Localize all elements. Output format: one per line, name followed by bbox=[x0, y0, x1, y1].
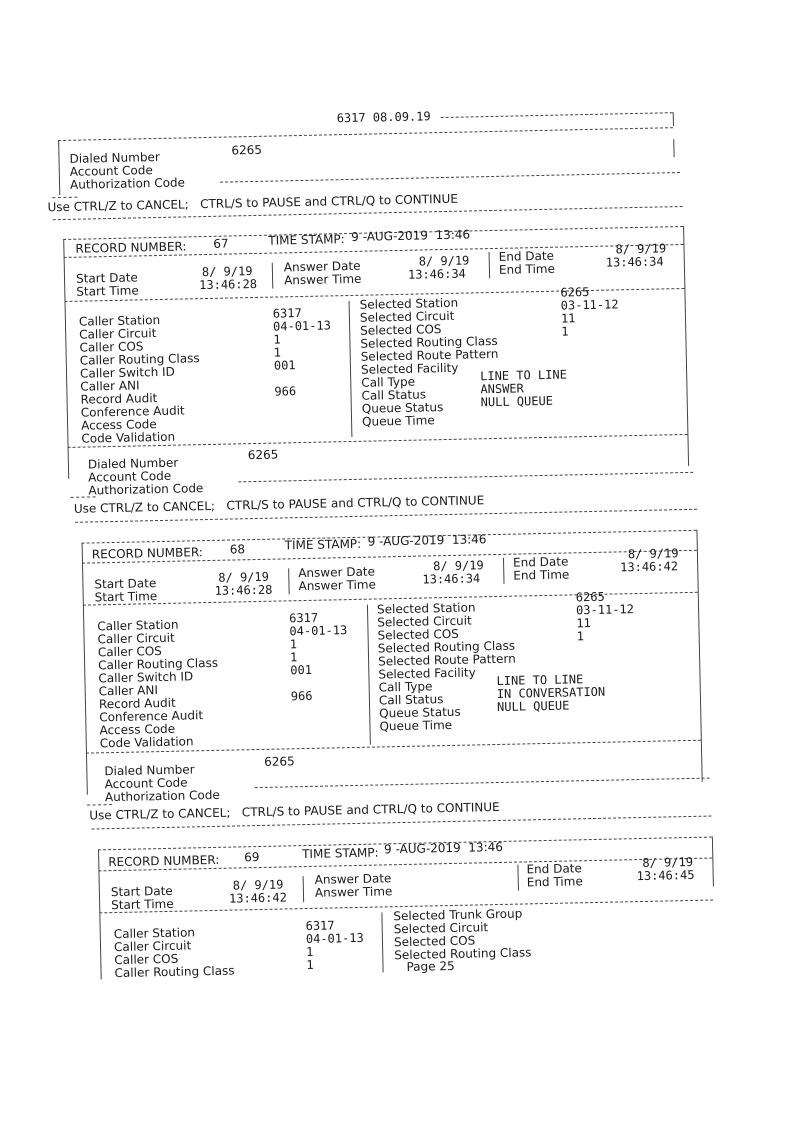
start-date-value: 8/ 9/19 bbox=[201, 264, 253, 280]
divider bbox=[63, 239, 69, 479]
start-time-value: 13:46:28 bbox=[199, 276, 258, 293]
selected-circuit-value: 03-11-12 bbox=[575, 602, 635, 618]
start-date-label: Start Date bbox=[94, 576, 157, 592]
call-values bbox=[496, 673, 605, 714]
selected-station-label: Selected Station bbox=[376, 600, 476, 617]
divider bbox=[712, 837, 714, 887]
ctrl-instructions: Use CTRL/Z to CANCEL; CTRL/S to PAUSE and CTRL/Q to CONTINUE bbox=[89, 799, 500, 823]
selected-station-value: 6265 bbox=[575, 589, 605, 605]
answer-date-label: Answer Date bbox=[314, 871, 392, 887]
end-time-value: 13:46:34 bbox=[605, 254, 664, 270]
end-time-label: End Time bbox=[498, 261, 556, 277]
start-date-value: 8/ 9/19 bbox=[232, 877, 284, 893]
divider bbox=[673, 139, 674, 157]
call-values bbox=[480, 368, 568, 409]
divider bbox=[673, 112, 674, 126]
caller-routing-class-value: 1 bbox=[273, 345, 282, 360]
start-time-label: Start Time bbox=[111, 896, 174, 913]
caller-routing-class-label: Caller Routing Class bbox=[79, 351, 200, 368]
caller-circuit-value: 04-01-13 bbox=[289, 623, 348, 639]
dialed-number-value: 6265 bbox=[231, 142, 263, 158]
selected-cos-value: 11 bbox=[560, 311, 576, 326]
account-code-label: Account Code bbox=[88, 468, 172, 485]
dialed-number-label: Dialed Number bbox=[87, 455, 179, 472]
divider bbox=[503, 558, 505, 584]
queue-status-value: NULL QUEUE bbox=[496, 698, 570, 714]
selected-values bbox=[560, 285, 619, 338]
caller-switch-id-label: Caller Switch ID bbox=[79, 364, 175, 381]
divider bbox=[272, 263, 274, 289]
selected-cos-label: Selected COS bbox=[360, 322, 442, 338]
caller-station-value: 6317 bbox=[272, 306, 302, 321]
selected-route-pattern-label: Selected Route Pattern bbox=[377, 651, 516, 669]
conference-audit-label: Conference Audit bbox=[80, 403, 185, 420]
call-type-value: LINE TO LINE bbox=[496, 672, 584, 689]
page-footer: Page 25 bbox=[406, 958, 455, 974]
end-date-value: 8/ 9/19 bbox=[627, 546, 679, 562]
caller-switch-id-value: 001 bbox=[290, 662, 313, 678]
time-stamp-value: 9 -AUG-2019 13:46 bbox=[383, 839, 504, 857]
caller-circuit-value: 04-01-13 bbox=[272, 318, 332, 334]
dialed-number-label: Dialed Number bbox=[69, 149, 160, 166]
selected-circuit-label: Selected Circuit bbox=[393, 920, 489, 937]
answer-date-label: Answer Date bbox=[283, 258, 361, 275]
caller-switch-id-value: 001 bbox=[273, 358, 296, 373]
divider bbox=[349, 301, 353, 437]
record-number-label: RECORD NUMBER: bbox=[75, 239, 187, 256]
divider bbox=[683, 226, 689, 466]
divider bbox=[58, 140, 60, 195]
end-date-value: 8/ 9/19 bbox=[615, 241, 667, 257]
divider bbox=[82, 543, 88, 795]
selected-cos-label: Selected COS bbox=[377, 626, 459, 643]
start-time-label: Start Time bbox=[76, 283, 139, 299]
code-validation-label: Code Validation bbox=[99, 734, 194, 751]
caller-circuit-label: Caller Circuit bbox=[97, 630, 175, 647]
ctrl-instructions: Use CTRL/Z to CANCEL; CTRL/S to PAUSE and CTRL/Q to CONTINUE bbox=[73, 493, 485, 516]
start-date-label: Start Date bbox=[110, 883, 173, 900]
record-audit-label: Record Audit bbox=[80, 391, 158, 407]
access-code-label: Access Code bbox=[99, 721, 176, 738]
conference-audit-label: Conference Audit bbox=[99, 708, 204, 725]
caller-station-label: Caller Station bbox=[113, 925, 196, 942]
queue-status-value: NULL QUEUE bbox=[480, 393, 554, 410]
answer-date-label: Answer Date bbox=[298, 564, 376, 581]
account-code-label: Account Code bbox=[104, 775, 188, 792]
divider bbox=[58, 127, 673, 141]
caller-circuit-label: Caller Circuit bbox=[79, 326, 157, 342]
call-status-label: Call Status bbox=[378, 692, 444, 708]
caller-cos-value: 1 bbox=[306, 944, 314, 960]
caller-station-value: 6317 bbox=[289, 610, 319, 626]
end-date-label: End Date bbox=[512, 554, 569, 570]
page-header: 6317 08.09.19 bbox=[336, 109, 431, 126]
time-stamp-label: TIME STAMP: bbox=[284, 536, 362, 553]
answer-time-value: 13:46:34 bbox=[422, 571, 481, 587]
answer-date-value: 8/ 9/19 bbox=[418, 253, 470, 269]
selected-routing-class-label: Selected Routing Class bbox=[394, 945, 532, 963]
selected-routing-class-label: Selected Routing Class bbox=[377, 638, 516, 656]
record-audit-value: 966 bbox=[274, 384, 297, 399]
divider bbox=[696, 530, 702, 782]
caller-cos-label: Caller COS bbox=[97, 644, 162, 660]
selected-values bbox=[576, 590, 635, 643]
end-time-value: 13:46:42 bbox=[620, 559, 679, 575]
divider bbox=[98, 849, 102, 979]
caller-circuit-label: Caller Circuit bbox=[113, 938, 192, 955]
answer-time-label: Answer Time bbox=[283, 271, 362, 288]
caller-values bbox=[289, 611, 349, 703]
record-audit-value: 966 bbox=[290, 688, 313, 704]
caller-labels bbox=[79, 313, 202, 445]
selected-labels bbox=[393, 907, 531, 962]
divider bbox=[288, 568, 290, 594]
caller-ani-label: Caller ANI bbox=[98, 683, 159, 699]
time-stamp-value: 9 -AUG-2019 13:46 bbox=[367, 532, 487, 549]
selected-facility-label: Selected Facility bbox=[378, 665, 476, 682]
queue-status-label: Queue Status bbox=[361, 400, 444, 416]
caller-values bbox=[306, 919, 365, 972]
selected-labels bbox=[360, 296, 500, 429]
selected-cos-label: Selected COS bbox=[393, 933, 476, 950]
selected-facility-label: Selected Facility bbox=[360, 360, 459, 377]
selected-circuit-label: Selected Circuit bbox=[359, 308, 455, 325]
answer-time-label: Answer Time bbox=[314, 884, 393, 900]
call-status-value: IN CONVERSATION bbox=[496, 684, 606, 702]
caller-station-label: Caller Station bbox=[97, 617, 179, 634]
end-date-value: 8/ 9/19 bbox=[642, 854, 694, 870]
caller-station-label: Caller Station bbox=[78, 312, 161, 329]
caller-routing-class-value: 1 bbox=[306, 957, 314, 973]
caller-circuit-value: 04-01-13 bbox=[305, 930, 364, 947]
selected-route-pattern-label: Selected Route Pattern bbox=[360, 346, 499, 364]
call-type-value: LINE TO LINE bbox=[480, 367, 568, 384]
authorization-code-label: Authorization Code bbox=[69, 175, 186, 192]
caller-cos-value: 1 bbox=[289, 637, 298, 652]
end-date-label: End Date bbox=[526, 861, 582, 877]
end-time-label: End Time bbox=[513, 567, 570, 583]
divider bbox=[303, 876, 305, 902]
divider bbox=[52, 197, 77, 199]
call-status-value: ANSWER bbox=[480, 381, 524, 397]
caller-switch-id-label: Caller Switch ID bbox=[98, 669, 194, 686]
divider bbox=[441, 112, 673, 118]
selected-routing-class-value: 1 bbox=[576, 629, 585, 644]
caller-routing-class-label: Caller Routing Class bbox=[97, 655, 219, 673]
divider bbox=[255, 778, 710, 789]
caller-cos-label: Caller COS bbox=[79, 339, 144, 355]
caller-labels bbox=[114, 926, 235, 981]
ctrl-instructions: Use CTRL/Z to CANCEL; CTRL/S to PAUSE and CTRL/Q to CONTINUE bbox=[47, 191, 459, 215]
selected-routing-class-label: Selected Routing Class bbox=[360, 333, 498, 351]
divider bbox=[517, 865, 519, 891]
start-time-value: 13:46:28 bbox=[214, 582, 273, 598]
start-date-value: 8/ 9/19 bbox=[218, 569, 270, 585]
selected-labels bbox=[377, 601, 517, 734]
selected-routing-class-value: 1 bbox=[561, 324, 569, 339]
dialed-number-value: 6265 bbox=[247, 447, 279, 463]
divider bbox=[489, 252, 491, 278]
record-number-value: 69 bbox=[244, 850, 260, 865]
selected-circuit-value: 03-11-12 bbox=[560, 297, 619, 313]
selected-station-value: 6265 bbox=[560, 284, 590, 300]
caller-cos-label: Caller COS bbox=[114, 951, 179, 968]
selected-cos-value: 11 bbox=[576, 616, 591, 631]
time-stamp-label: TIME STAMP: bbox=[268, 232, 345, 248]
answer-date-value: 8/ 9/19 bbox=[432, 558, 484, 574]
dialed-number-label: Dialed Number bbox=[104, 762, 195, 779]
time-stamp-label: TIME STAMP: bbox=[301, 845, 379, 862]
answer-time-value: 13:46:34 bbox=[407, 266, 466, 282]
divider bbox=[367, 605, 371, 745]
record-number-value: 67 bbox=[213, 236, 229, 251]
authorization-code-label: Authorization Code bbox=[88, 481, 204, 498]
record-audit-label: Record Audit bbox=[98, 695, 176, 712]
start-time-value: 13:46:42 bbox=[228, 890, 287, 906]
selected-circuit-label: Selected Circuit bbox=[377, 613, 472, 630]
record-number-label: RECORD NUMBER: bbox=[91, 545, 204, 562]
caller-routing-class-label: Caller Routing Class bbox=[114, 963, 235, 981]
selected-station-label: Selected Station bbox=[359, 295, 459, 312]
divider bbox=[87, 804, 112, 806]
start-date-label: Start Date bbox=[75, 270, 138, 286]
start-time-label: Start Time bbox=[94, 589, 158, 605]
call-type-label: Call Type bbox=[378, 679, 433, 695]
queue-status-label: Queue Status bbox=[379, 704, 461, 721]
queue-time-label: Queue Time bbox=[361, 413, 435, 429]
code-validation-label: Code Validation bbox=[81, 429, 176, 446]
record-number-value: 68 bbox=[229, 542, 246, 557]
caller-values bbox=[273, 306, 333, 398]
dialed-number-value: 6265 bbox=[264, 754, 295, 769]
end-time-value: 13:46:45 bbox=[636, 867, 695, 884]
queue-time-label: Queue Time bbox=[379, 717, 453, 734]
record-number-label: RECORD NUMBER: bbox=[108, 852, 220, 870]
access-code-label: Access Code bbox=[80, 417, 157, 433]
caller-ani-label: Caller ANI bbox=[80, 378, 140, 394]
caller-cos-value: 1 bbox=[273, 332, 281, 347]
divider bbox=[220, 172, 680, 183]
divider bbox=[381, 912, 383, 972]
caller-labels bbox=[97, 618, 220, 750]
authorization-code-label: Authorization Code bbox=[104, 787, 220, 805]
account-code-label: Account Code bbox=[69, 163, 153, 179]
selected-trunk-group-label: Selected Trunk Group bbox=[393, 906, 523, 924]
call-status-label: Call Status bbox=[361, 387, 427, 403]
divider bbox=[71, 496, 96, 498]
caller-routing-class-value: 1 bbox=[289, 650, 298, 665]
call-type-label: Call Type bbox=[361, 374, 416, 390]
divider bbox=[238, 472, 693, 483]
end-time-label: End Time bbox=[526, 874, 583, 890]
caller-station-value: 6317 bbox=[305, 918, 335, 934]
time-stamp-value: 9 -AUG-2019 13:46 bbox=[351, 227, 471, 244]
end-date-label: End Date bbox=[498, 248, 555, 264]
answer-time-label: Answer Time bbox=[298, 577, 377, 594]
